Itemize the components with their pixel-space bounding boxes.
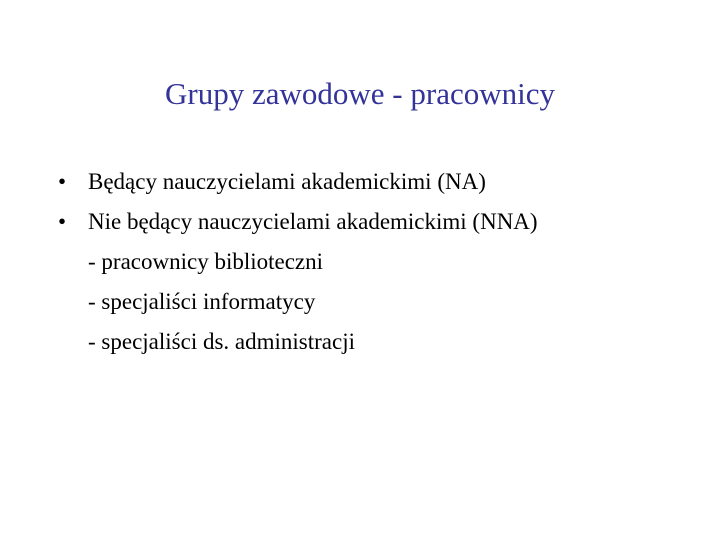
slide-body	[58, 162, 698, 362]
sub-item-librarians	[58, 242, 698, 282]
sub-item-admin-specialists	[58, 322, 698, 362]
bullet-text: Nie będący nauczycielami akademickimi (NNA)	[88, 209, 538, 234]
bullet-marker: •	[58, 169, 67, 194]
sub-item-text: - specjaliści ds. administracji	[88, 329, 355, 354]
bullet-marker: •	[58, 209, 67, 234]
bullet-text: Będący nauczycielami akademickimi (NA)	[88, 169, 486, 194]
sub-item-it-specialists	[58, 282, 698, 322]
bullet-item-na	[58, 162, 698, 202]
bullet-item-nna	[58, 202, 698, 242]
sub-item-text: - pracownicy biblioteczni	[88, 249, 324, 274]
slide-title: Grupy zawodowe - pracownicy	[165, 76, 555, 111]
sub-item-text: - specjaliści informatycy	[88, 289, 316, 314]
